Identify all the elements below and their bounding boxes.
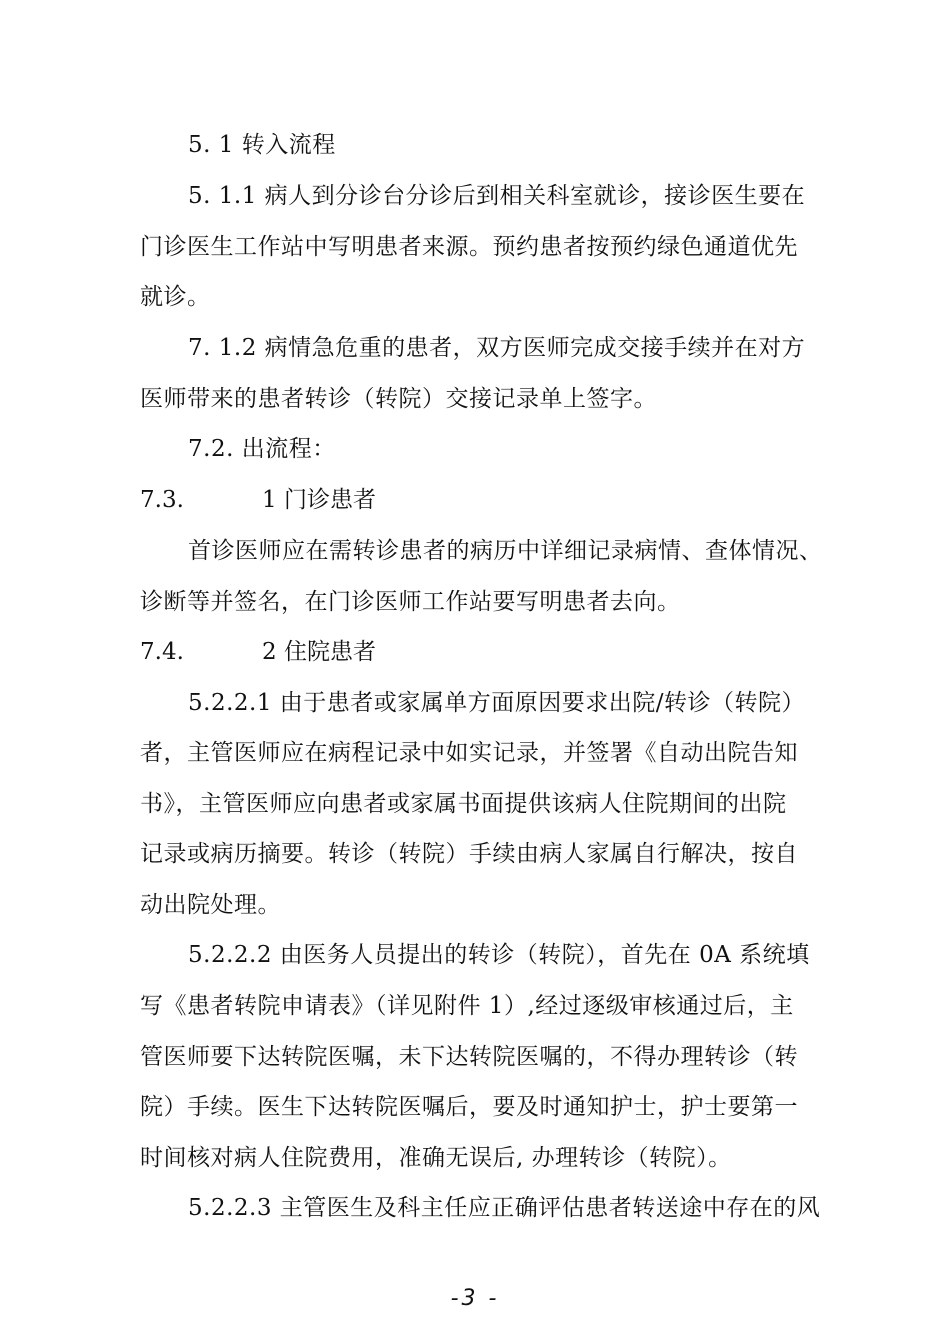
section-heading-transfer-out: 7.2. 出流程： (188, 436, 336, 462)
heading-number: 7.3. (140, 487, 184, 513)
heading-text: 1 门诊患者 (262, 487, 376, 513)
paragraph-line: 5.2.2.2 由医务人员提出的转诊（转院），首先在 0A 系统填 (188, 942, 810, 968)
paragraph-line: 记录或病历摘要。转诊（转院）手续由病人家属自行解决，按自 (140, 841, 798, 867)
paragraph-line: 7. 1.2 病情急危重的患者，双方医师完成交接手续并在对方 (188, 335, 806, 361)
paragraph-line: 书》，主管医师应向患者或家属书面提供该病人住院期间的出院 (140, 791, 787, 817)
paragraph-line: 动出院处理。 (140, 892, 281, 918)
paragraph-line: 诊断等并签名，在门诊医师工作站要写明患者去向。 (140, 589, 681, 615)
section-heading-transfer-in: 5. 1 转入流程 (188, 132, 336, 158)
heading-number: 7.4. (140, 639, 184, 665)
paragraph-line: 门诊医生工作站中写明患者来源。预约患者按预约绿色通道优先 (140, 234, 798, 260)
paragraph-line: 管医师要下达转院医嘱，未下达转院医嘱的，不得办理转诊（转 (140, 1044, 798, 1070)
paragraph-line: 院）手续。医生下达转院医嘱后，要及时通知护士，护士要第一 (140, 1094, 798, 1120)
paragraph-line: 就诊。 (140, 284, 211, 310)
paragraph-line: 写《患者转院申请表》（详见附件 1）,经过逐级审核通过后，主 (140, 993, 794, 1019)
paragraph-line: 5. 1.1 病人到分诊台分诊后到相关科室就诊，接诊医生要在 (188, 183, 806, 209)
paragraph-line: 首诊医师应在需转诊患者的病历中详细记录病情、查体情况、 (188, 538, 823, 564)
page-number: -3 - (450, 1286, 500, 1311)
paragraph-line: 5.2.2.1 由于患者或家属单方面原因要求出院/转诊（转院） (188, 690, 806, 716)
paragraph-line: 医师带来的患者转诊（转院）交接记录单上签字。 (140, 386, 657, 412)
paragraph-line: 时间核对病人住院费用，准确无误后, 办理转诊（转院）。 (140, 1145, 732, 1171)
heading-text: 2 住院患者 (262, 639, 376, 665)
paragraph-line: 者，主管医师应在病程记录中如实记录，并签署《自动出院告知 (140, 740, 798, 766)
paragraph-line: 5.2.2.3 主管医生及科主任应正确评估患者转送途中存在的风 (188, 1195, 821, 1221)
